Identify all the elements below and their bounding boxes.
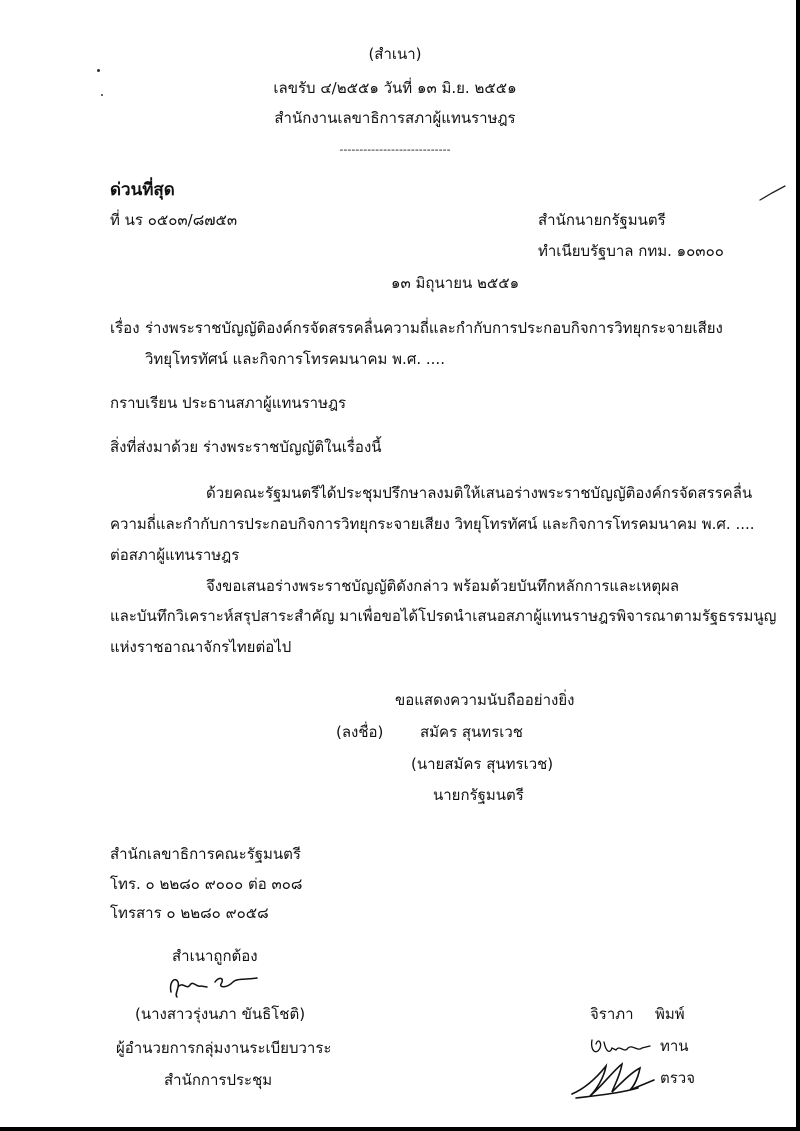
body-paragraph-1-line-2: ความถี่และกำกับการประกอบกิจการวิทยุกระจายเสียง วิทยุโทรทัศน์ และกิจการโทรคมนาคม พ.ศ. .... — [110, 515, 755, 533]
certifier-signature — [165, 970, 265, 1000]
subject-line-1: ร่างพระราชบัญญัติองค์กรจัดสรรคลื่นความถี่และกำกับการประกอบกิจการวิทยุกระจายเสียง — [145, 319, 723, 337]
receipt-line: เลขรับ ๔/๒๕๕๑ วันที่ ๑๓ มิ.ย. ๒๕๕๑ — [273, 79, 517, 97]
page-bottom-border — [0, 1127, 800, 1131]
body-paragraph-2-line-2: และบันทึกวิเคราะห์สรุปสาระสำคัญ มาเพื่อขอได้โปรดนำเสนอสภาผู้แทนราษฎรพิจารณาตามรัฐธรรมนูญ — [110, 607, 777, 625]
sender-office: สำนักนายกรัฐมนตรี — [538, 211, 666, 229]
cabinet-office: สำนักเลขาธิการคณะรัฐมนตรี — [110, 845, 301, 863]
typist-name: จิราภา — [590, 1005, 634, 1023]
body-paragraph-1-line-1: ด้วยคณะรัฐมนตรีได้ประชุมปรึกษาลงมติให้เสนอร่างพระราชบัญญัติองค์กรจัดสรรคลื่น — [206, 484, 753, 502]
regards-line: ขอแสดงความนับถืออย่างยิ่ง — [395, 691, 575, 709]
signer-full-name: (นายสมัคร สุนทรเวช) — [411, 755, 554, 773]
scan-speck — [97, 69, 100, 72]
signer-title: นายกรัฐมนตรี — [433, 786, 524, 804]
certified-copy-label: สำเนาถูกต้อง — [172, 947, 258, 965]
letter-date: ๑๓ มิถุนายน ๒๕๕๑ — [391, 274, 520, 292]
margin-pen-mark — [758, 184, 788, 204]
fax-number: โทรสาร ๐ ๒๒๘๐ ๙๐๕๘ — [110, 904, 269, 922]
body-paragraph-2-line-3: แห่งราชอาณาจักรไทยต่อไป — [110, 638, 292, 656]
certifier-name: (นางสาวรุ่งนภา ขันธิโชติ) — [135, 1005, 306, 1023]
checker-signature — [568, 1058, 660, 1102]
header-divider: ---------------------------- — [339, 143, 451, 156]
certifier-position: ผู้อำนวยการกลุ่มงานระเบียบวาระ — [116, 1039, 332, 1057]
subject-label: เรื่อง — [110, 319, 140, 337]
signed-label: (ลงชื่อ) — [336, 723, 384, 741]
subject-line-2: วิทยุโทรทัศน์ และกิจการโทรคมนาคม พ.ศ. .... — [145, 350, 445, 368]
body-paragraph-2-line-1: จึงขอเสนอร่างพระราชบัญญัติดังกล่าว พร้อมด้วยบันทึกหลักการและเหตุผล — [206, 577, 680, 595]
certifier-bureau: สำนักการประชุม — [164, 1071, 273, 1089]
copy-mark: (สำเนา) — [368, 45, 422, 63]
sender-address: ทำเนียบรัฐบาล กทม. ๑๐๓๐๐ — [538, 242, 724, 260]
salutation: กราบเรียน ประธานสภาผู้แทนราษฎร — [110, 394, 347, 412]
receiving-office: สำนักงานเลขาธิการสภาผู้แทนราษฎร — [274, 109, 516, 127]
reference-number: ที่ นร ๐๕๐๓/๘๗๕๓ — [110, 211, 238, 229]
typist-role: พิมพ์ — [655, 1005, 685, 1023]
reviewer-signature — [588, 1034, 654, 1060]
body-paragraph-1-line-3: ต่อสภาผู้แทนราษฎร — [110, 546, 240, 564]
checker-role: ตรวจ — [660, 1069, 696, 1087]
phone-number: โทร. ๐ ๒๒๘๐ ๙๐๐๐ ต่อ ๓๐๘ — [110, 875, 303, 893]
signer-name: สมัคร สุนทรเวช — [420, 723, 523, 741]
urgency-label: ด่วนที่สุด — [110, 180, 175, 200]
enclosure-line: สิ่งที่ส่งมาด้วย ร่างพระราชบัญญัติในเรื่องนี้ — [110, 438, 382, 456]
reviewer-role: ทาน — [660, 1037, 689, 1055]
page-right-border — [796, 0, 800, 1131]
